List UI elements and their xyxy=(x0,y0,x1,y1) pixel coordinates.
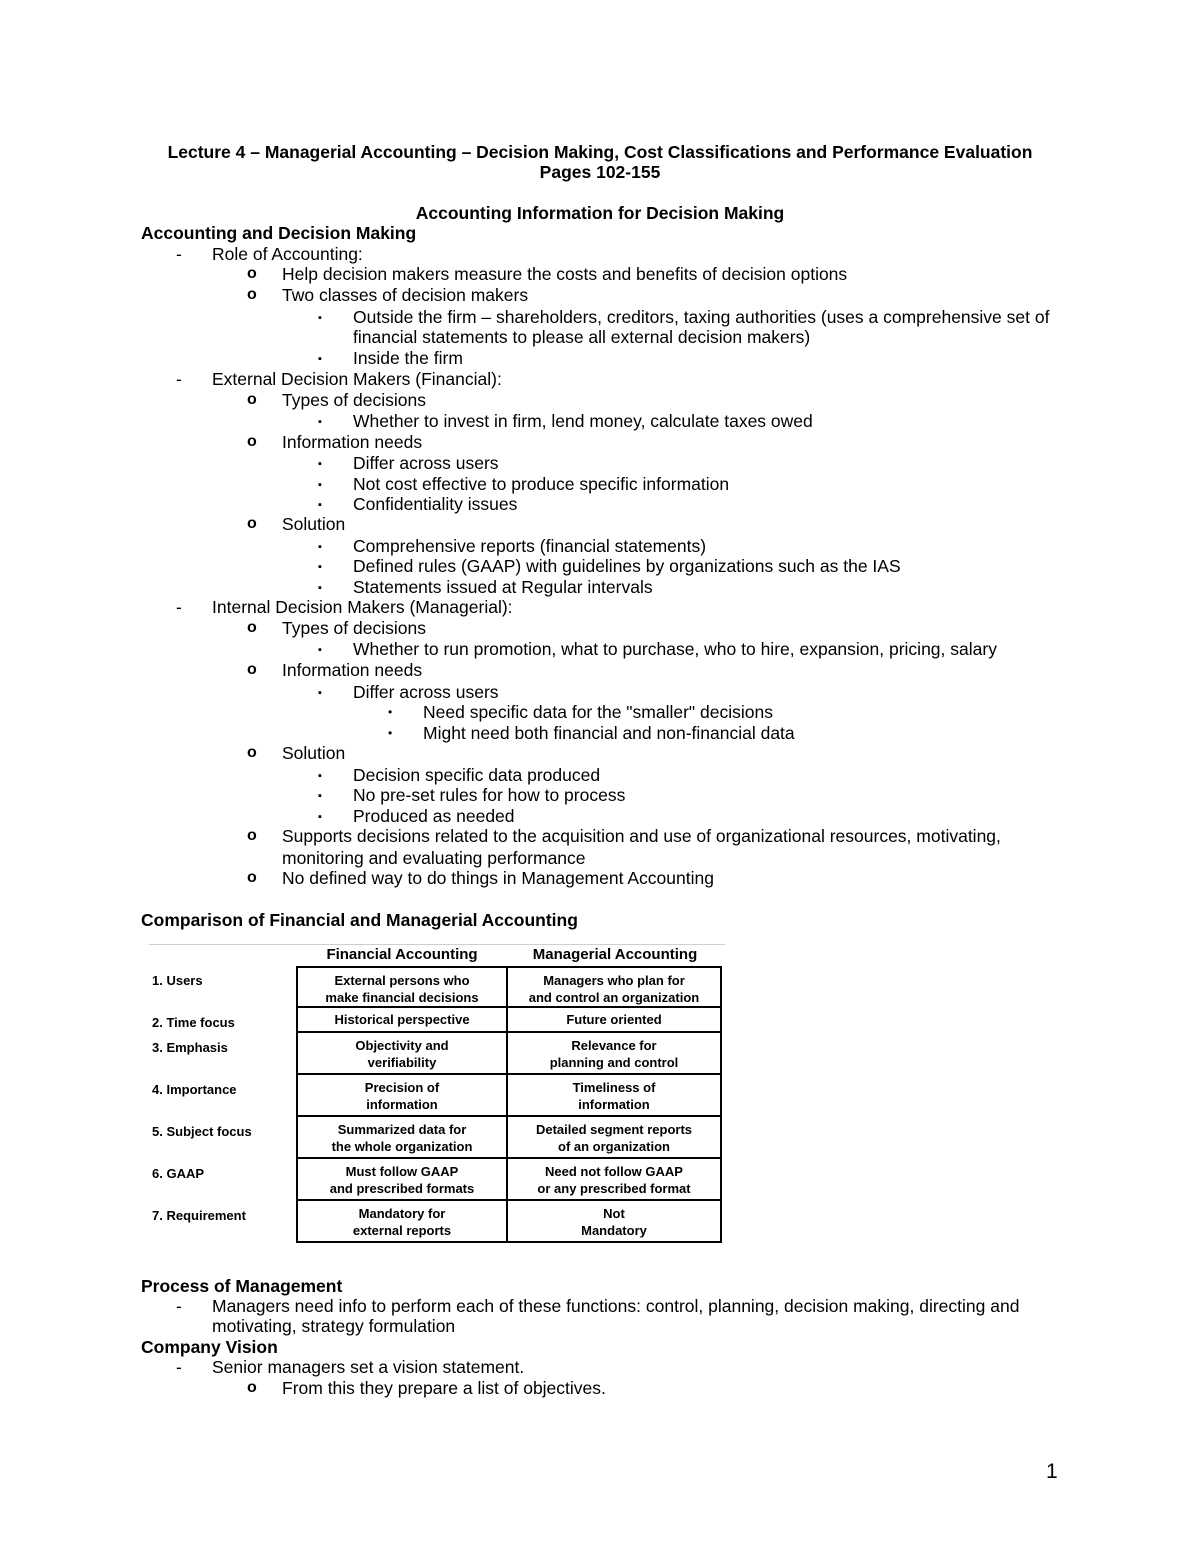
section-title: Accounting Information for Decision Making xyxy=(415,203,785,223)
bullet-dot: • xyxy=(388,705,393,719)
row-label: 5. Subject focus xyxy=(152,1124,252,1139)
cell-financial: Summarized data for the whole organization xyxy=(296,1117,508,1159)
bullet-square: ▪ xyxy=(318,790,322,802)
document-title: Lecture 4 – Managerial Accounting – Decision Making, Cost Classifications and Performance Evaluation xyxy=(167,142,1033,162)
bullet-square: ▪ xyxy=(318,353,322,365)
cell-managerial: Future oriented xyxy=(508,1008,722,1033)
bullet-square: ▪ xyxy=(318,479,322,491)
cell-financial: External persons who make financial decisions xyxy=(296,966,508,1008)
bullet-circle: o xyxy=(247,433,257,450)
page-number: 1 xyxy=(1046,1460,1058,1483)
bullet-circle: o xyxy=(247,391,257,408)
bullet-dot: • xyxy=(388,726,393,740)
vision-line: Senior managers set a vision statement. xyxy=(212,1357,525,1377)
bullet-square: ▪ xyxy=(318,644,322,656)
cell-managerial: Not Mandatory xyxy=(508,1201,722,1243)
page-range: Pages 102-155 xyxy=(539,162,661,182)
outline-line: Supports decisions related to the acquisition and use of organizational resources, motivating, xyxy=(282,826,1001,846)
outline-line: Comprehensive reports (financial statements) xyxy=(353,536,707,556)
bullet-square: ▪ xyxy=(318,811,322,823)
bullet-circle: o xyxy=(247,619,257,636)
outline-line: Internal Decision Makers (Managerial): xyxy=(212,597,513,617)
table-top-rule xyxy=(149,944,725,945)
outline-line: financial statements to please all external decision makers) xyxy=(353,327,811,347)
cell-financial: Must follow GAAP and prescribed formats xyxy=(296,1159,508,1201)
bullet-circle: o xyxy=(247,661,257,678)
bullet-square: ▪ xyxy=(318,687,322,699)
outline-line: Whether to invest in firm, lend money, calculate taxes owed xyxy=(353,411,813,431)
outline-line: Information needs xyxy=(282,432,423,452)
row-label: 7. Requirement xyxy=(152,1208,246,1223)
cell-managerial: Timeliness of information xyxy=(508,1075,722,1117)
process-line: Managers need info to perform each of these functions: control, planning, decision making, directing and xyxy=(212,1296,1020,1316)
outline-line: Confidentiality issues xyxy=(353,494,518,514)
heading-company-vision: Company Vision xyxy=(141,1337,278,1357)
outline-line: No pre-set rules for how to process xyxy=(353,785,626,805)
row-label: 4. Importance xyxy=(152,1082,237,1097)
outline-line: Solution xyxy=(282,514,346,534)
outline-line: Defined rules (GAAP) with guidelines by organizations such as the IAS xyxy=(353,556,901,576)
row-label: 1. Users xyxy=(152,973,203,988)
bullet-dash: - xyxy=(176,244,182,264)
outline-line: Information needs xyxy=(282,660,423,680)
cell-managerial: Need not follow GAAP or any prescribed format xyxy=(508,1159,722,1201)
bullet-circle: o xyxy=(247,515,257,532)
col-header-managerial: Managerial Accounting xyxy=(532,946,698,963)
bullet-circle: o xyxy=(247,869,257,886)
outline-line: Types of decisions xyxy=(282,618,426,638)
outline-line: Decision specific data produced xyxy=(353,765,601,785)
bullet-square: ▪ xyxy=(318,541,322,553)
cell-financial: Objectivity and verifiability xyxy=(296,1033,508,1075)
process-line: motivating, strategy formulation xyxy=(212,1316,456,1336)
outline-line: Solution xyxy=(282,743,346,763)
bullet-square: ▪ xyxy=(318,582,322,594)
bullet-square: ▪ xyxy=(318,458,322,470)
bullet-circle: o xyxy=(247,265,257,282)
outline-line: Differ across users xyxy=(353,453,499,473)
cell-managerial: Managers who plan for and control an organization xyxy=(508,966,722,1008)
bullet-circle: o xyxy=(247,1379,257,1396)
row-label: 3. Emphasis xyxy=(152,1040,228,1055)
bullet-dash: - xyxy=(176,597,182,617)
outline-line: monitoring and evaluating performance xyxy=(282,848,586,868)
cell-managerial: Relevance for planning and control xyxy=(508,1033,722,1075)
heading-process-of-management: Process of Management xyxy=(141,1276,343,1296)
outline-line: Two classes of decision makers xyxy=(282,285,529,305)
outline-line: Produced as needed xyxy=(353,806,515,826)
bullet-circle: o xyxy=(247,744,257,761)
bullet-square: ▪ xyxy=(318,770,322,782)
vision-line: From this they prepare a list of objectives. xyxy=(282,1378,606,1398)
cell-financial: Precision of information xyxy=(296,1075,508,1117)
heading-comparison: Comparison of Financial and Managerial Accounting xyxy=(141,910,578,930)
cell-managerial: Detailed segment reports of an organization xyxy=(508,1117,722,1159)
outline-line: Need specific data for the "smaller" decisions xyxy=(423,702,773,722)
outline-line: Role of Accounting: xyxy=(212,244,363,264)
bullet-square: ▪ xyxy=(318,416,322,428)
outline-line: Help decision makers measure the costs and benefits of decision options xyxy=(282,264,848,284)
bullet-square: ▪ xyxy=(318,561,322,573)
bullet-dash: - xyxy=(176,1296,182,1316)
outline-line: Differ across users xyxy=(353,682,499,702)
outline-line: Types of decisions xyxy=(282,390,426,410)
cell-financial: Historical perspective xyxy=(296,1008,508,1033)
outline-line: Statements issued at Regular intervals xyxy=(353,577,653,597)
outline-line: Outside the firm – shareholders, creditors, taxing authorities (uses a comprehensive set of xyxy=(353,307,1050,327)
outline-line: Inside the firm xyxy=(353,348,463,368)
bullet-dash: - xyxy=(176,369,182,389)
heading-accounting-decision-making: Accounting and Decision Making xyxy=(141,223,417,243)
row-label: 6. GAAP xyxy=(152,1166,205,1181)
outline-line: No defined way to do things in Management Accounting xyxy=(282,868,714,888)
row-label: 2. Time focus xyxy=(152,1015,235,1030)
outline-line: Not cost effective to produce specific information xyxy=(353,474,730,494)
outline-line: Might need both financial and non-financial data xyxy=(423,723,795,743)
outline-line: External Decision Makers (Financial): xyxy=(212,369,502,389)
cell-financial: Mandatory for external reports xyxy=(296,1201,508,1243)
bullet-circle: o xyxy=(247,286,257,303)
outline-line: Whether to run promotion, what to purchase, who to hire, expansion, pricing, salary xyxy=(353,639,997,659)
bullet-dash: - xyxy=(176,1357,182,1377)
bullet-circle: o xyxy=(247,827,257,844)
bullet-square: ▪ xyxy=(318,499,322,511)
col-header-financial: Financial Accounting xyxy=(326,946,478,963)
bullet-square: ▪ xyxy=(318,312,322,324)
